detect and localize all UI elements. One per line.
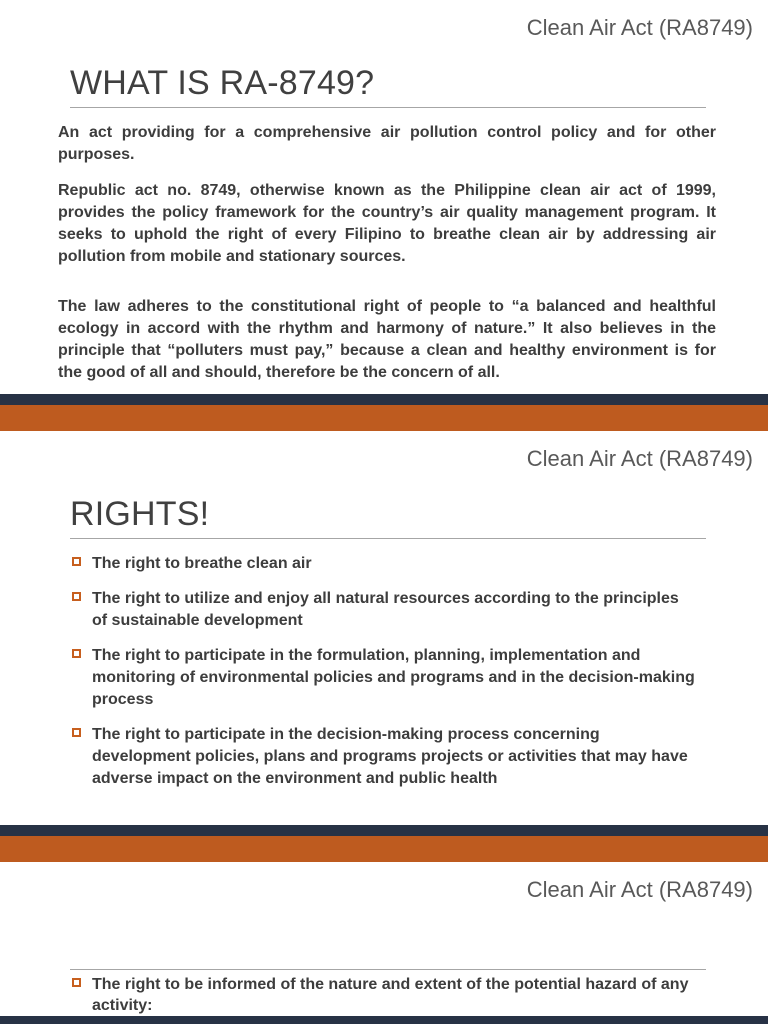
bullet-item — [72, 553, 696, 575]
bullet-list — [72, 553, 696, 803]
bullet-text: The right to participate in the formulation, planning, implementation and monitoring of environmental policies and programs and in the decision-making process — [92, 647, 695, 708]
title-rule — [70, 538, 706, 539]
bullet-item — [72, 588, 696, 632]
bullet-list — [72, 974, 696, 1016]
slide-header: Clean Air Act (RA8749) — [526, 15, 753, 40]
bullet-text: The right to participate in the decision-making process concerning development policies, plans and programs projects or activities that may have adverse impact on the environment and public health — [92, 726, 688, 787]
bullet-square-icon — [72, 649, 81, 658]
slide-header: Clean Air Act (RA8749) — [526, 877, 753, 902]
bullet-text: The right to utilize and enjoy all natural resources according to the principles of sustainable development — [92, 590, 679, 629]
paragraph: An act providing for a comprehensive air pollution control policy and for other purposes. — [58, 124, 716, 163]
bullet-square-icon — [72, 557, 81, 566]
bullet-item — [72, 974, 696, 1016]
paragraph: Republic act no. 8749, otherwise known as the Philippine clean air act of 1999, provides the policy framework for the country’s air quality management program. It seeks to uphold the right of every Filipino to breathe clean air by addressing air pollution from mobile and stationary sources. — [58, 182, 716, 265]
orange-band — [0, 836, 768, 862]
partial-navy-band — [0, 1016, 768, 1024]
title-rule — [70, 969, 706, 970]
bullet-item — [72, 724, 696, 790]
title-rule — [70, 107, 706, 108]
slide-body — [58, 122, 716, 394]
bullet-text: The right to breathe clean air — [92, 555, 312, 572]
navy-band — [0, 825, 768, 836]
navy-band — [0, 394, 768, 405]
bullet-square-icon — [72, 728, 81, 737]
slide-rights — [0, 431, 768, 825]
page-title: WHAT IS RA-8749? — [70, 64, 375, 102]
bullet-square-icon — [72, 978, 81, 987]
bullet-item — [72, 645, 696, 711]
paragraph: The law adheres to the constitutional right of people to “a balanced and healthful ecology in accord with the rhythm and harmony of nature.” It also believes in the principle that “polluters must pay,” because a clean and healthy environment is for the good of all and should, therefore be the concern of all. — [58, 298, 716, 381]
slide-header: Clean Air Act (RA8749) — [526, 446, 753, 471]
orange-band — [0, 405, 768, 431]
bullet-text: The right to be informed of the nature and extent of the potential hazard of any activity: — [92, 976, 689, 1014]
bullet-square-icon — [72, 592, 81, 601]
page-title: RIGHTS! — [70, 495, 210, 533]
slide-rights-continued — [0, 862, 768, 1016]
slide-what-is-ra8749 — [0, 0, 768, 394]
